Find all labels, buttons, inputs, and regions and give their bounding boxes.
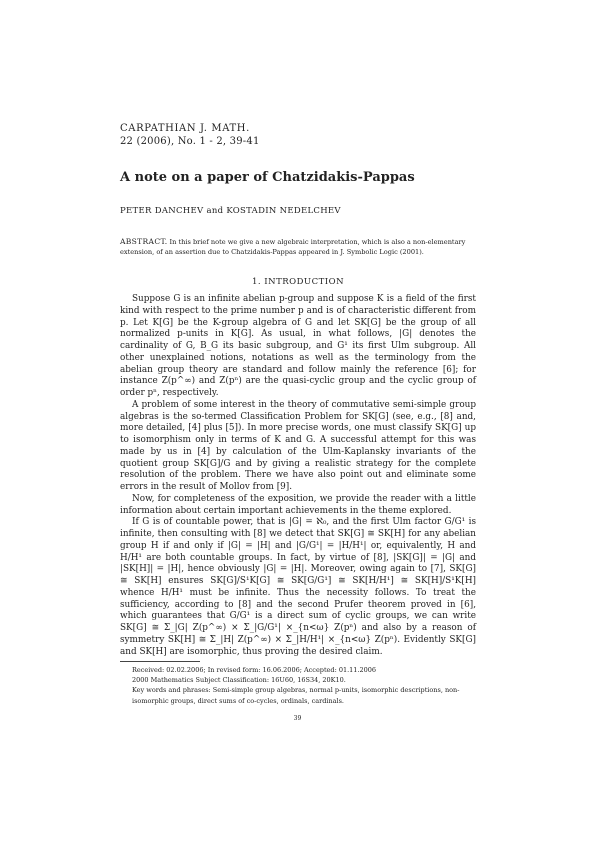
paragraph: Now, for completeness of the exposition, we provide the reader with a little information about certain important achievements in the theme explored. — [120, 493, 476, 516]
authors: PETER DANCHEV and KOSTADIN NEDELCHEV — [120, 206, 341, 216]
msc-classification: 2000 Mathematics Subject Classification: 16U60, 16S34, 20K10. — [132, 676, 346, 685]
paragraph: Suppose G is an infinite abelian p-group and suppose K is a field of the first kind with respect to the prime number p and is of characteristic different from p. Let K[G] be the K-group algebra of G and let SK[G] be the group of all normalized p-units in K[G]. As usual, in what follows, |G| denotes the cardinality of G, B_G its basic subgroup, and G¹ its first Ulm subgroup. All other unexplained notions, notations as well as the terminology from the abelian group theory are standard and follow mainly the reference [6]; for instance Z(p^∞) and Z(pⁿ) are the quasi-cyclic group and the cyclic group of order pⁿ, respectively. — [120, 294, 476, 398]
received-dates: Received: 02.02.2006; In revised form: 16.06.2006; Accepted: 01.11.2006 — [132, 666, 377, 674]
journal-name: CARPATHIAN J. MATH. — [120, 123, 250, 134]
volume-line: 22 (2006), No. 1 - 2, 39-41 — [120, 136, 260, 147]
footnotes — [120, 665, 476, 706]
abstract-text: In this brief note we give a new algebraic interpretation, which is also a non-elementary extension, of an assertion due to Chatzidakis-Pappas appeared in J. Symbolic Logic (2001). — [120, 238, 466, 256]
page-number: 39 — [293, 715, 302, 722]
body-text — [120, 294, 476, 658]
paragraph: If G is of countable power, that is |G| = ℵ₀, and the first Ulm factor G/G¹ is infinite, then consulting with [8] we detect that SK[G] ≅ SK[H] for any abelian group H if and only if |G| = |H| and |G/G¹| = |H/H¹| or, equivalently, H and H/H¹ are both countable groups. In fact, by virtue of [8], |SK[G]| = |G| and |SK[H]| = |H|, hence obviously |G| = |H|. Moreover, owing again to [7], SK[G] ≅ SK[H] ensures SK[G]/S¹K[G] ≅ SK[G/G¹] ≅ SK[H/H¹] ≅ SK[H]/S¹K[H] whence H/H¹ must be infinite. Thus the necessity follows. To treat the sufficiency, according to [8] and the second Prufer theorem proved in [6], which guarantees that G/G¹ is a direct sum of cyclic groups, we can write SK[G] ≅ Σ_|G| Z(p^∞) × Σ_|G/G¹| ×_{n<ω} Z(pⁿ) and also by a reason of symmetry SK[H] ≅ Σ_|H| Z(p^∞) × Σ_|H/H¹| ×_{n<ω} Z(pⁿ). Evidently SK[G] and SK[H] are isomorphic, thus proving the desired claim. — [120, 517, 476, 657]
abstract-label: ABSTRACT. — [120, 237, 168, 246]
keywords: Key words and phrases: Semi-simple group algebras, normal p-units, isomorphic descriptions, non-isomorphic groups, direct sums of co-cycles, ordinals, cardinals. — [132, 686, 460, 705]
journal-header — [120, 122, 260, 148]
section-heading: 1. INTRODUCTION — [251, 277, 345, 287]
paragraph: A problem of some interest in the theory of commutative semi-simple group algebras is the so-termed Classification Problem for SK[G] (see, e.g., [8] and, more detailed, [4] plus [5]). In more precise words, one must classify SK[G] up to isomorphism only in terms of K and G. A successful attempt for this was made by us in [4] by calculation of the Ulm-Kaplansky invariants of the quotient group SK[G]/G and by giving a realistic strategy for the complete resolution of the problem. There we have also point out and eliminate some errors in the result of Mollov from [9]. — [120, 399, 476, 492]
abstract — [120, 237, 476, 257]
paper-title: A note on a paper of Chatzidakis-Pappas — [120, 170, 415, 185]
footnote-divider — [120, 661, 200, 662]
